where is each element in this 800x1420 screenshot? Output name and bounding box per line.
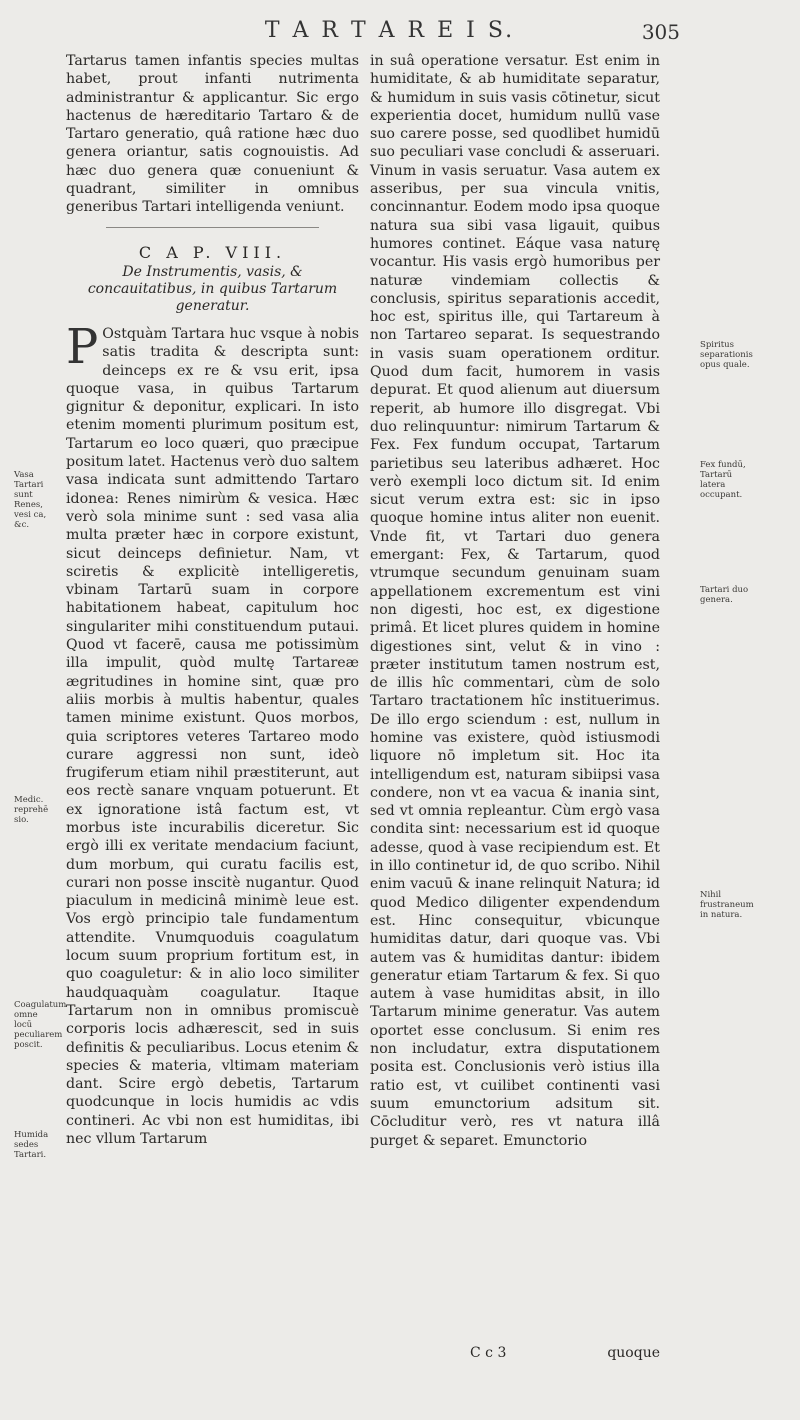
chapter-heading: C A P. VIII.: [138, 242, 287, 262]
margin-note-nihil: Nihil frustraneum in natura.: [700, 890, 754, 920]
right-column: [370, 52, 660, 1150]
page-number: 305: [641, 20, 680, 44]
margin-note-tartari: Tartari duo genera.: [700, 585, 749, 605]
drop-cap: P: [66, 318, 99, 375]
section-rule: [106, 227, 319, 228]
signature-mark: C c 3: [470, 1345, 507, 1361]
chapter-body-paragraph: [66, 318, 359, 1148]
chapter-title: De Instrumentis, vasis, & concauitatibus, in quibus Tartarum generatur.: [87, 263, 338, 314]
page-footer: [370, 1345, 660, 1365]
margin-note-coagulum: Coagulatum omne locū peculiarem poscit.: [14, 1000, 67, 1050]
intro-paragraph: Tartarus tamen infantis species multas habet, prout infanti nutrimenta administrantur & applicantur. Sic ergo hactenus de hæreditario Tartaro & de Tartaro generatio, quâ ratione hæc duo genera oriantur, satis cognouistis. Ad hæc duo genera quæ conueniunt & quadrant, similiter in omnibus generibus Tartari intelligenda veniunt.: [66, 53, 359, 216]
page-header: [0, 18, 800, 48]
margin-note-vasa: Vasa Tartari sunt Renes, vesi ca, &c.: [14, 470, 47, 530]
left-column: [66, 52, 359, 1148]
right-column-text: in suâ operatione versatur. Est enim in humiditate, & ab humiditate separatur, & humidum in suis vasis cōtinetur, sicut experientia docet, humidum nullū vase suo carere posse, sed quodlibet humidū suo peculiari vase concludi & asseruari. Vinum in vasis seruatur. Vasa autem ex asseribus, per sua vincula vnitis, concinnantur. Eodem modo ipsa quoque natura sua sibi vasa ligauit, quibus humores continet. Eáque vasa naturę vocantur. His vasis ergò humoribus per naturæ vindemiam collectis & conclusis, spiritus separationis accedit, hoc est, spiritus ille, qui Tartareum à non Tartareo separat. Is sequestrando in vasis suam operationem orditur. Quod dum facit, humorem in vasis depurat. Et quod alienum aut diuersum reperit, ab humore illo disgregat. Vbi duo relinquuntur: nimirum Tartarum & Fex. Fex fundum occupat, Tartarum parietibus seu lateribus adhæret. Hoc verò exempli loco dictum sit. Id enim sicut verum extra est: sic in ipso quoque homine intus aliter non euenit. Vnde fit, vt Tartari duo genera emergant: Fex, & Tartarum, quod vtrumque secundum genuinam suam appellationem excrementum est vini non digesti, hoc est, ex digestione primâ. Et licet plures quidem in homine digestiones sint, velut & in vino : præter institutum tamen nostrum est, de illis hîc commentari, cùm de solo Tartaro tractationem hîc instituerimus. De illo ergo sciendum : est, nullum in homine vas existere, quòd istiusmodi liquore nō impletum sit. Hoc ita intelligendum est, naturam sibiipsi vasa condere, non vt ea vacua & inania sint, sed vt omnia repleantur. Cùm ergò vasa condita sint: necessarium est id quoque adesse, quod à vase recipiendum est. Et in illo continetur id, de quo scribo. Nihil enim vacuū & inane relinquit Natura; id quod Medico diligenter expendendum est. Hinc consequitur, vbicunque humiditas datur, dari quoque vas. Vbi autem vas & humiditas dantur: ibidem generatur etiam Tartarum & fex. Si quo autem à vase humiditas absit, in illo Tartarum minime generatur. Vas autem oportet esse conclusum. Si enim res non includatur, extra disputationem posita est. Conclusionis verò istius illa ratio est, vt cuilibet continenti vasi suum emunctorium adsitum sit. Cōcluditur verò, res vt natura illâ purget & separet. Emunctorio: [370, 53, 660, 1149]
margin-note-fex: Fex fundū, Tartarū latera occupant.: [700, 460, 746, 500]
catchword: quoque: [607, 1345, 660, 1361]
margin-note-spiritus: Spiritus separationis opus quale.: [700, 340, 753, 370]
running-title: T A R T A R E I S.: [264, 18, 516, 43]
margin-note-medici: Medic. reprehē sio.: [14, 795, 49, 825]
chapter-body-text: Ostquàm Tartara huc vsque à nobis satis tradita & descripta sunt: deinceps ex re & vsu erit, ipsa quoque vasa, in quibus Tartarum gignitur & deponitur, explicari. In isto etenim momenti plurimum positum est, Tartarum eo loco quæri, quo præcipue positum latet. Hactenus verò duo saltem vasa indicata sunt admittendo Tartaro idonea: Renes nimirùm & vesica. Hæc verò sola minime sunt : sed vasa alia multa præter hæc in corpore existunt, sicut deinceps definietur. Nam, vt sciretis & explicitè intelligeretis, vbinam Tartarū suam in corpore habitationem habeat, capitulum hoc singulariter mihi constituendum putaui. Quod vt facerē, causa me potissimùm illa impulit, quòd multę Tartareæ ægritudines in homine sint, quæ pro aliis morbis à multis habentur, quales tamen minime existunt. Quos morbos, quia scriptores veteres Tartareo modo curare aggressi non sunt, ideò frugiferum etiam nihil præstiterunt, aut eos rectè sanare vnquam potuerunt. Et ex ignoratione istâ factum est, vt morbus iste incurabilis diceretur. Sic ergò illi ex veritate mendacium faciunt, dum morbum, qui curatu facilis est, curari non posse inscitè nugantur. Quod piaculum in medicinâ minimè leue est. Vos ergò principio tale fundamentum attendite. Vnumquoduis coagulatum locum suum proprium fortitum est, in quo coaguletur: & in alio loco similiter haudquaquàm coagulatur. Itaque Tartarum non in omnibus promiscuè corporis locis adhærescit, sed in suis definitis & peculiaribus. Locus etenim & species & materia, vltimam materiam dant. Scire ergò debetis, Tartarum quodcunque in locis humidis ac vdis contineri. Ac vbi non est humiditas, ibi nec vllum Tartarum: [66, 325, 359, 1148]
margin-note-humida: Humida sedes Tartari.: [14, 1130, 49, 1160]
